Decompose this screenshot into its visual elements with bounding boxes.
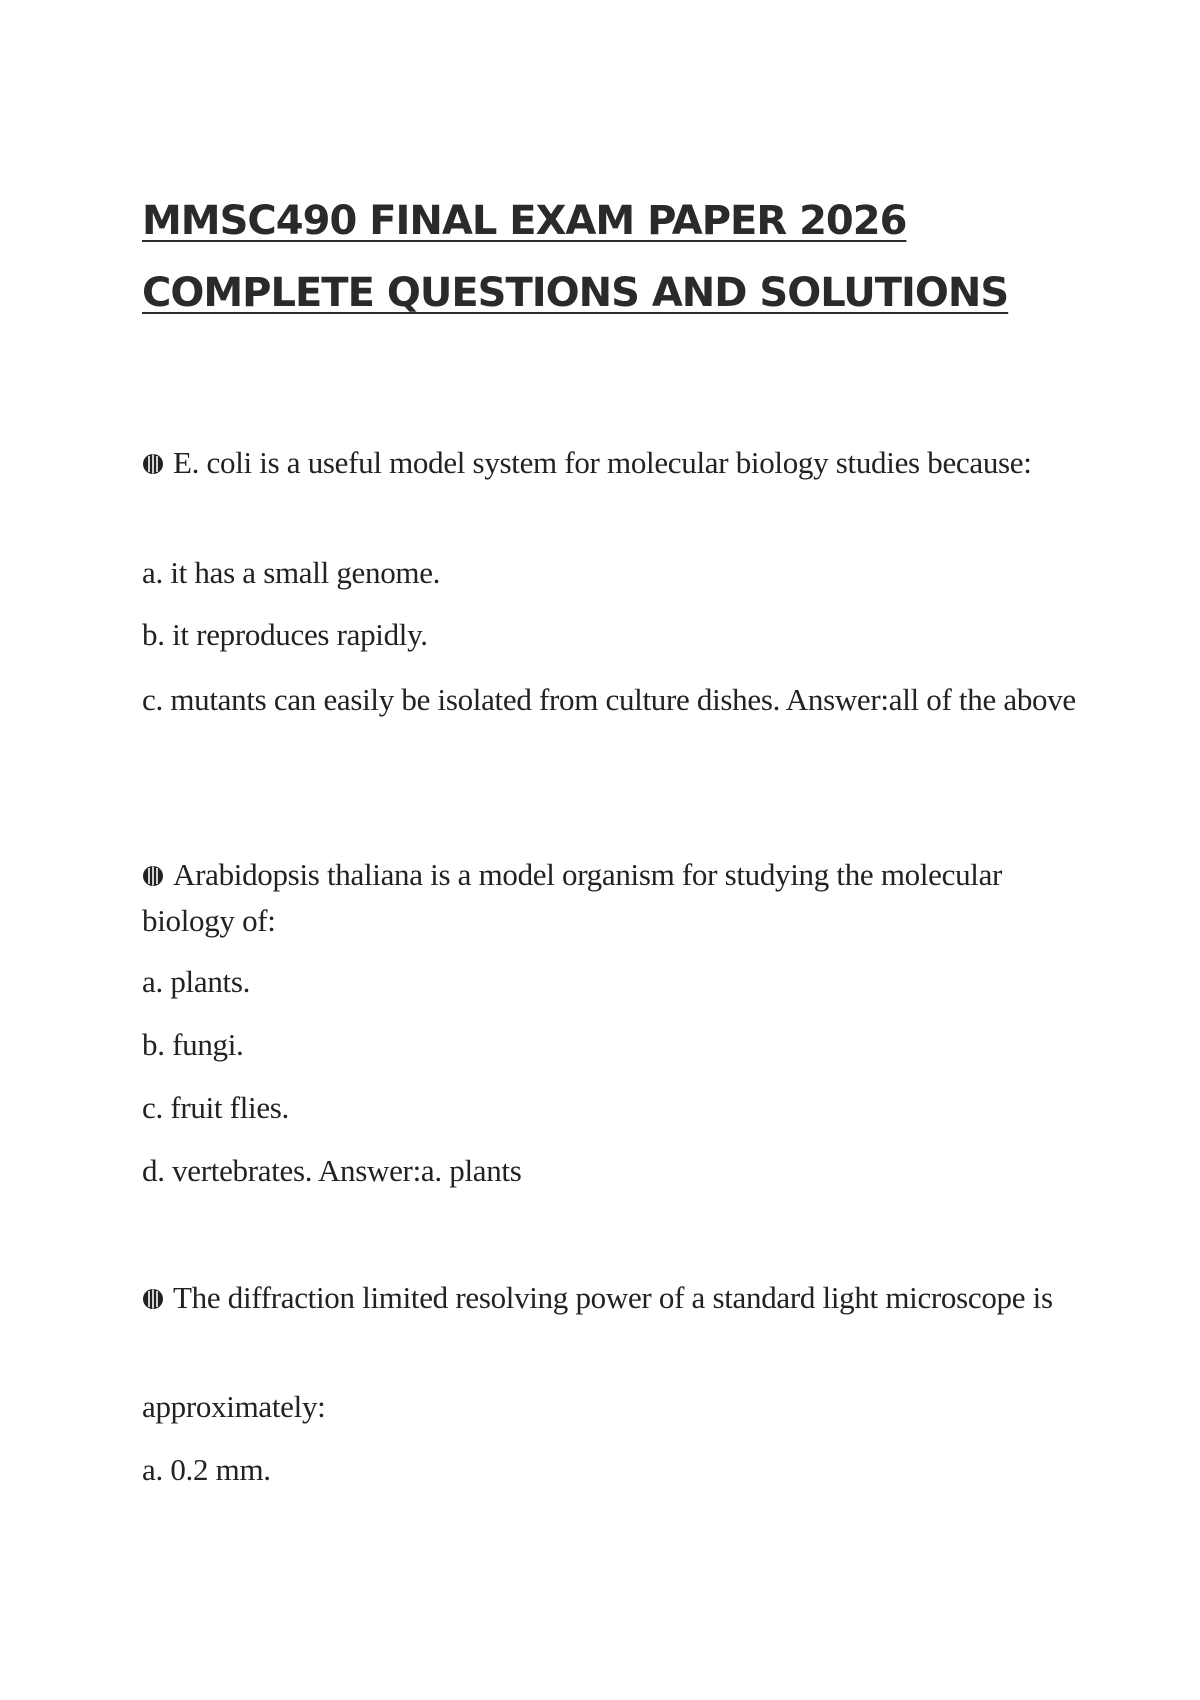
striped-circle-bullet-icon <box>142 453 164 475</box>
option-b: b. fungi. <box>142 1027 244 1062</box>
question-stem <box>142 852 1082 944</box>
option-d: d. vertebrates. Answer:a. plants <box>142 1153 522 1188</box>
option-a: a. 0.2 mm. <box>142 1452 271 1487</box>
question-stem-text: The diffraction limited resolving power of a standard light microscope is <box>173 1280 1053 1315</box>
option-c: c. mutants can easily be isolated from culture dishes. Answer:all of the above <box>142 682 1076 717</box>
question-stem <box>142 440 1082 486</box>
title-line-1: MMSC490 FINAL EXAM PAPER 2026 <box>142 197 907 244</box>
question-continuation: approximately: <box>142 1389 326 1424</box>
question-stem-text: E. coli is a useful model system for molecular biology studies because: <box>173 445 1032 480</box>
option-b: b. it reproduces rapidly. <box>142 617 428 652</box>
question-stem-text: Arabidopsis thaliana is a model organism for studying the molecular biology of: <box>142 857 1003 938</box>
document-title <box>142 185 1122 329</box>
striped-circle-bullet-icon <box>142 865 164 887</box>
option-a: a. plants. <box>142 964 251 999</box>
question-stem <box>142 1275 1082 1321</box>
option-a: a. it has a small genome. <box>142 555 441 590</box>
striped-circle-bullet-icon <box>142 1288 164 1310</box>
option-c: c. fruit flies. <box>142 1090 290 1125</box>
title-line-2: COMPLETE QUESTIONS AND SOLUTIONS <box>142 269 1009 316</box>
